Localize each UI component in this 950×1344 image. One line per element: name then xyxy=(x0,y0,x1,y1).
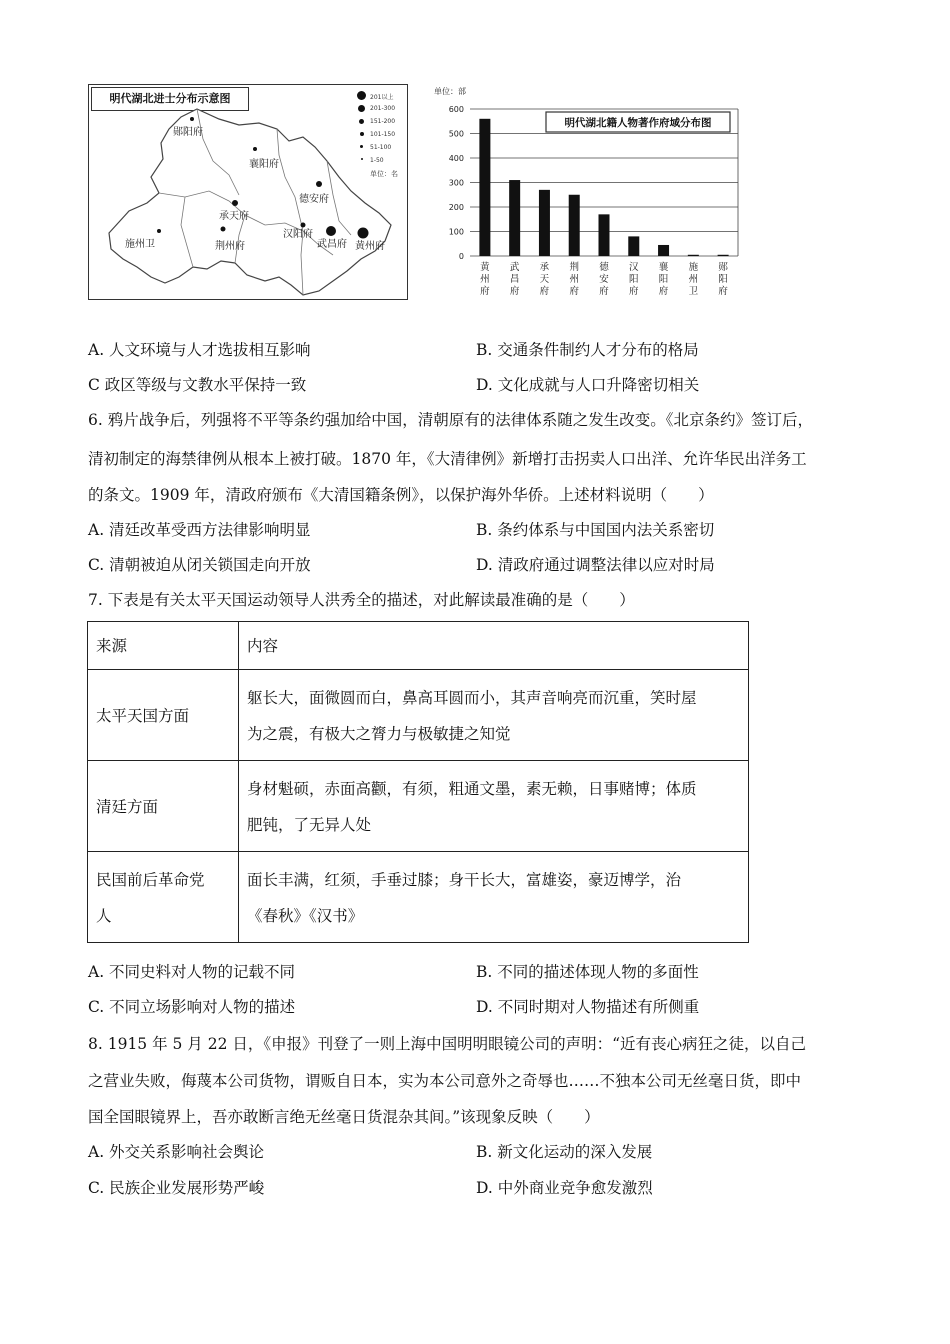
legend-label: 151-200 xyxy=(370,118,396,125)
chart-title: 明代湖北籍人物著作府域分布图 xyxy=(564,117,712,129)
q7-option-c: C. 不同立场影响对人物的描述 xyxy=(88,998,296,1016)
table-cell xyxy=(88,670,239,761)
legend-label: 201以上 xyxy=(370,94,394,101)
x-tick-label: 府 xyxy=(509,286,520,297)
x-tick-label: 府 xyxy=(539,286,550,297)
q7-option-b: B. 不同的描述体现人物的多面性 xyxy=(476,963,699,981)
q8-stem-line3: 国全国眼镜界上，吾亦敢断言绝无丝毫日货混杂其间。”该现象反映（ ） xyxy=(88,1108,600,1126)
legend-dot-icon xyxy=(357,91,366,100)
map-place-wuchang: 武昌府 xyxy=(317,239,347,250)
y-tick-label: 500 xyxy=(448,129,464,139)
x-tick-label: 黄 xyxy=(480,262,490,273)
x-tick-label: 阳 xyxy=(718,274,728,285)
y-tick-label: 100 xyxy=(448,227,464,237)
map-legend xyxy=(357,91,405,181)
x-tick-label: 襄 xyxy=(658,262,669,273)
q6-stem-line1: 6. 鸦片战争后，列强将不平等条约强加给中国，清朝原有的法律体系随之发生改变。《北京条约》签订后， xyxy=(88,411,813,429)
q8-option-b: B. 新文化运动的深入发展 xyxy=(476,1143,653,1161)
bar xyxy=(599,214,610,256)
legend-label: 101-150 xyxy=(370,131,396,138)
bar xyxy=(628,236,639,256)
q8-option-a: A. 外交关系影响社会舆论 xyxy=(88,1143,265,1161)
row-content-line: 《春秋》《汉书》 xyxy=(247,907,364,925)
table-cell xyxy=(239,670,749,761)
row-source: 清廷方面 xyxy=(96,798,159,816)
bar xyxy=(539,190,550,256)
legend-label: 51-100 xyxy=(370,144,392,151)
legend-dot-icon xyxy=(359,119,364,124)
legend-dot-icon xyxy=(360,132,364,136)
y-tick-label: 200 xyxy=(448,203,464,212)
x-tick-label: 施 xyxy=(688,262,699,273)
row-content-line: 为之震，有极大之膂力与极敏捷之知觉 xyxy=(247,725,511,743)
x-tick-label: 阳 xyxy=(629,274,639,285)
table-header-cell xyxy=(239,622,749,670)
row-source: 太平天国方面 xyxy=(96,707,190,725)
q6-stem-line3: 的条文。1909 年，清政府颁布《大清国籍条例》，以保护海外华侨。上述材料说明（ ） xyxy=(88,486,714,504)
table-row xyxy=(88,761,749,852)
x-tick-label: 承 xyxy=(539,262,550,273)
x-tick-label: 武 xyxy=(509,262,520,273)
table-header-row xyxy=(88,622,749,670)
map-place-yunyang: 郧阳府 xyxy=(173,127,203,138)
q8-option-d: D. 中外商业竞争愈发激烈 xyxy=(476,1179,653,1197)
map-place-chengtian: 承天府 xyxy=(219,211,249,222)
legend-label: 1-50 xyxy=(370,157,384,164)
q6-option-d: D. 清政府通过调整法律以应对时局 xyxy=(476,556,715,574)
bar xyxy=(509,180,520,256)
map-place-shizhou: 施州卫 xyxy=(125,239,155,250)
table-cell xyxy=(239,761,749,852)
table-header-cell xyxy=(88,622,239,670)
y-tick-label: 300 xyxy=(448,178,464,188)
x-tick-label: 阳 xyxy=(658,274,669,285)
bar xyxy=(688,255,699,256)
row-content-line: 身材魁硕，赤面高颧，有须，粗通文墨，素无赖，日事赌博；体质 xyxy=(247,780,697,798)
x-tick-label: 天 xyxy=(539,274,550,285)
x-tick-label: 府 xyxy=(718,286,728,297)
legend-dot-icon xyxy=(361,158,363,160)
x-tick-label: 昌 xyxy=(509,274,520,285)
x-tick-label: 府 xyxy=(629,286,639,297)
x-tick-label: 卫 xyxy=(688,286,699,297)
legend-dot-icon xyxy=(358,105,365,112)
y-tick-label: 600 xyxy=(448,105,464,114)
q8-stem-line2: 之营业失败，侮蔑本公司货物，谓贩自日本，实为本公司意外之奇辱也……不独本公司无丝毫日货，即中 xyxy=(88,1072,802,1090)
row-content-line: 肥钝，了无异人处 xyxy=(247,816,372,834)
bar-chart xyxy=(434,84,744,304)
q7-stem: 7. 下表是有关太平天国运动领导人洪秀全的描述，对此解读最准确的是（ ） xyxy=(88,591,635,609)
q5-option-a: A. 人文环境与人才选拔相互影响 xyxy=(88,341,311,359)
bar xyxy=(718,255,729,256)
table-cell xyxy=(88,852,239,943)
x-tick-label: 州 xyxy=(688,274,699,285)
table-cell xyxy=(239,852,749,943)
map-place-dean: 德安府 xyxy=(299,194,329,205)
q5-option-d: D. 文化成就与人口升降密切相关 xyxy=(476,376,700,394)
x-tick-label: 荆 xyxy=(569,262,579,273)
x-tick-label: 府 xyxy=(569,286,579,297)
x-tick-label: 府 xyxy=(480,286,490,297)
header-source: 来源 xyxy=(96,637,128,655)
table-row xyxy=(88,852,749,943)
bar xyxy=(658,245,669,256)
map-place-huangzhou: 黄州府 xyxy=(355,241,385,252)
map-place-xiangyang: 襄阳府 xyxy=(249,159,279,170)
q7-option-d: D. 不同时期对人物描述有所侧重 xyxy=(476,998,700,1016)
x-tick-label: 郧 xyxy=(718,262,728,273)
map-place-jingzhou: 荆州府 xyxy=(215,241,245,252)
q6-option-c: C. 清朝被迫从闭关锁国走向开放 xyxy=(88,556,311,574)
map-figure xyxy=(88,84,408,300)
row-source-line: 民国前后革命党 xyxy=(96,871,205,889)
bar-chart-svg xyxy=(434,84,744,304)
map-place-hanyang: 汉阳府 xyxy=(283,229,313,240)
q8-option-c: C. 民族企业发展形势严峻 xyxy=(88,1179,265,1197)
legend-label: 201-300 xyxy=(370,105,396,112)
legend-unit: 单位：名 xyxy=(370,170,398,178)
y-tick-label: 0 xyxy=(458,252,464,261)
x-tick-label: 府 xyxy=(658,286,669,297)
q5-option-b: B. 交通条件制约人才分布的格局 xyxy=(476,341,699,359)
q7-option-a: A. 不同史料对人物的记载不同 xyxy=(88,963,296,981)
x-tick-label: 州 xyxy=(480,274,490,285)
q6-option-a: A. 清廷改革受西方法律影响明显 xyxy=(88,521,311,539)
q8-stem-line1: 8. 1915 年 5 月 22 日，《申报》刊登了一则上海中国明明眼镜公司的声明：“近有丧心病狂之徒，以自己 xyxy=(88,1035,807,1053)
row-content-line: 躯长大，面微圆而白，鼻高耳圆而小，其声音响亮而沉重，笑时屋 xyxy=(247,689,697,707)
x-tick-label: 安 xyxy=(599,274,609,285)
x-tick-label: 德 xyxy=(599,262,609,273)
table-cell xyxy=(88,761,239,852)
header-content: 内容 xyxy=(247,637,279,655)
q6-stem-line2: 清初制定的海禁律例从根本上被打破。1870 年，《大清律例》新增打击拐卖人口出洋、允许华民出洋务工 xyxy=(88,450,807,468)
y-tick-label: 400 xyxy=(448,154,464,163)
bar xyxy=(569,195,580,256)
q6-option-b: B. 条约体系与中国国内法关系密切 xyxy=(476,521,715,539)
x-tick-label: 州 xyxy=(569,274,579,285)
table-row xyxy=(88,670,749,761)
legend-dot-icon xyxy=(360,145,363,148)
bar xyxy=(479,119,490,256)
row-content-line: 面长丰满，红须，手垂过膝；身干长大，富雄姿，豪迈博学，治 xyxy=(247,871,682,889)
q5-option-c: C 政区等级与文教水平保持一致 xyxy=(88,376,307,394)
map-title: 明代湖北进士分布示意图 xyxy=(91,87,249,111)
x-tick-label: 府 xyxy=(599,286,609,297)
row-source-line: 人 xyxy=(96,907,112,925)
chart-unit-label: 单位：部 xyxy=(434,87,466,96)
q7-table xyxy=(87,621,749,943)
x-tick-label: 汉 xyxy=(629,262,639,273)
